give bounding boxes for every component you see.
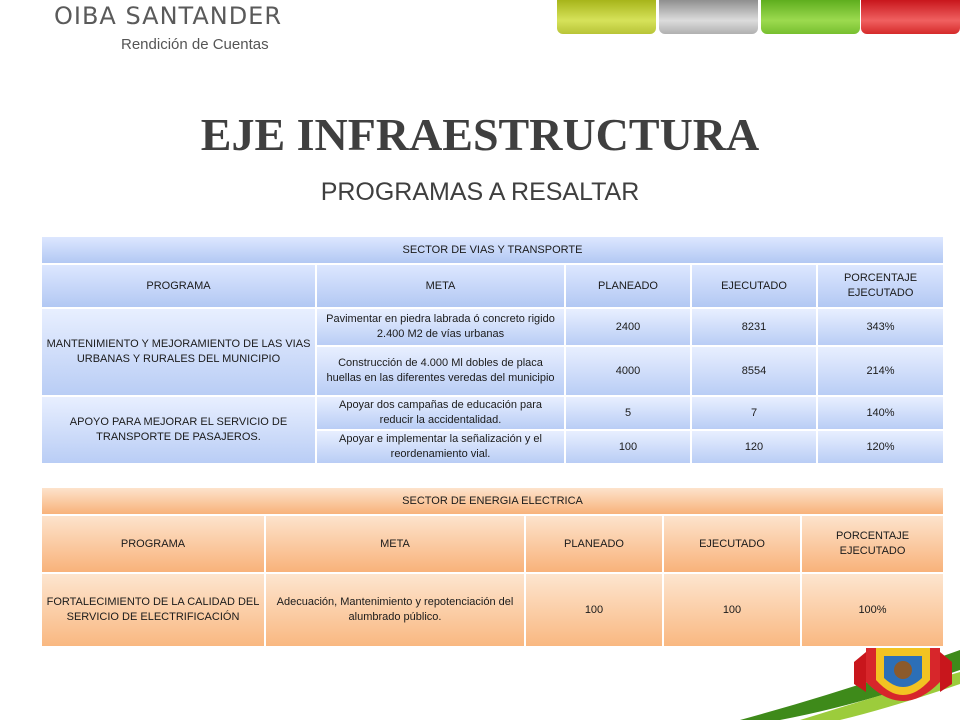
ejecutado-cell: 7 [691, 396, 817, 430]
porcentaje-cell: 100% [801, 573, 944, 647]
porcentaje-cell: 140% [817, 396, 944, 430]
column-header: EJECUTADO [691, 264, 817, 308]
color-swatch-red [861, 0, 960, 34]
table-vias-transporte [40, 235, 943, 465]
color-swatch-olive [557, 0, 656, 34]
meta-cell: Apoyar e implementar la señalización y el reordenamiento vial. [316, 430, 565, 464]
column-header: EJECUTADO [663, 515, 801, 573]
sector-header: SECTOR DE VIAS Y TRANSPORTE [41, 236, 944, 264]
planeado-cell: 4000 [565, 346, 691, 396]
color-swatch-green [761, 0, 860, 34]
column-header: META [265, 515, 525, 573]
planeado-cell: 100 [565, 430, 691, 464]
meta-cell: Pavimentar en piedra labrada ó concreto rigido 2.400 M2 de vías urbanas [316, 308, 565, 346]
planeado-cell: 5 [565, 396, 691, 430]
planeado-cell: 100 [525, 573, 663, 647]
ejecutado-cell: 8231 [691, 308, 817, 346]
brand-subtitle: Rendición de Cuentas [121, 36, 269, 53]
column-header: PLANEADO [565, 264, 691, 308]
page-subtitle: PROGRAMAS A RESALTAR [320, 178, 640, 206]
column-header: PORCENTAJE EJECUTADO [801, 515, 944, 573]
program-cell: MANTENIMIENTO Y MEJORAMIENTO DE LAS VIAS URBANAS Y RURALES DEL MUNICIPIO [41, 308, 316, 396]
color-swatch-gray [659, 0, 758, 34]
porcentaje-cell: 214% [817, 346, 944, 396]
page-title: EJE INFRAESTRUCTURA [200, 109, 760, 160]
meta-cell: Adecuación, Mantenimiento y repotenciación del alumbrado público. [265, 573, 525, 647]
ejecutado-cell: 100 [663, 573, 801, 647]
column-header: PROGRAMA [41, 515, 265, 573]
column-header: PLANEADO [525, 515, 663, 573]
column-header: PROGRAMA [41, 264, 316, 308]
ejecutado-cell: 8554 [691, 346, 817, 396]
porcentaje-cell: 120% [817, 430, 944, 464]
table-energia-electrica [40, 486, 943, 648]
porcentaje-cell: 343% [817, 308, 944, 346]
ejecutado-cell: 120 [691, 430, 817, 464]
brand-title: OIBA SANTANDER [54, 2, 283, 30]
column-header: PORCENTAJE EJECUTADO [817, 264, 944, 308]
program-cell: FORTALECIMIENTO DE LA CALIDAD DEL SERVICIO DE ELECTRIFICACIÓN [41, 573, 265, 647]
meta-cell: Apoyar dos campañas de educación para reducir la accidentalidad. [316, 396, 565, 430]
column-header: META [316, 264, 565, 308]
program-cell: APOYO PARA MEJORAR EL SERVICIO DE TRANSPORTE DE PASAJEROS. [41, 396, 316, 464]
meta-cell: Construcción de 4.000 Ml dobles de placa huellas en las diferentes veredas del municipio [316, 346, 565, 396]
planeado-cell: 2400 [565, 308, 691, 346]
sector-header: SECTOR DE ENERGIA ELECTRICA [41, 487, 944, 515]
